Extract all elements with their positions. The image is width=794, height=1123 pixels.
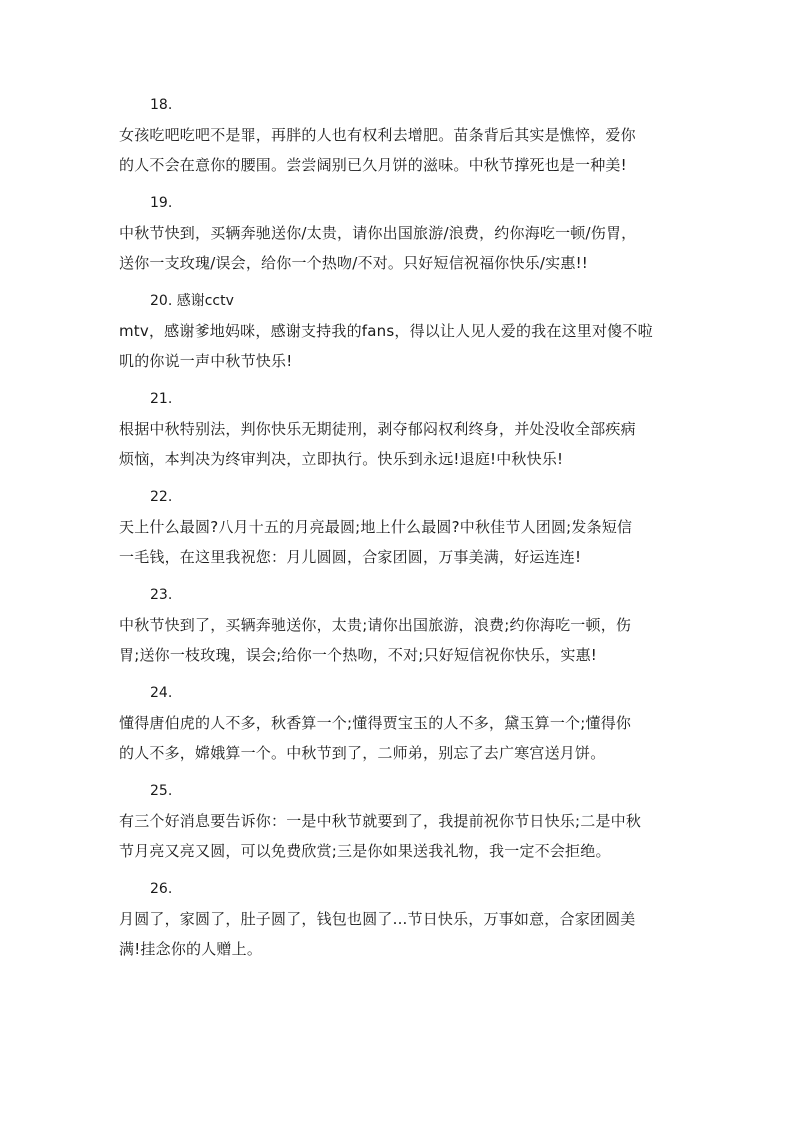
entry-number: 20. 感谢cctv — [150, 293, 234, 309]
text-line: 月圆了，家圆了，肚子圆了，钱包也圆了...节日快乐，万事如意，合家团圆美 — [119, 910, 636, 928]
text-line: 中秋节快到，买辆奔驰送你/太贵，请你出国旅游/浪费，约你海吃一顿/伤胃， — [119, 224, 637, 242]
entry-21 — [119, 389, 675, 474]
entry-18 — [119, 95, 675, 180]
entry-26 — [119, 879, 675, 964]
entry-text — [119, 218, 675, 278]
entry-number: 25. — [150, 783, 173, 799]
text-line: 一毛钱，在这里我祝您：月儿圆圆，合家团圆，万事美满，好运连连! — [119, 548, 582, 566]
entry-text — [119, 316, 675, 376]
entry-number: 18. — [150, 97, 173, 113]
entry-22 — [119, 487, 675, 572]
entry-text — [119, 806, 675, 866]
text-line: 叽的你说一声中秋节快乐! — [119, 352, 293, 370]
entry-number: 26. — [150, 881, 173, 897]
text-line: 的人不会在意你的腰围。尝尝阔别已久月饼的滋味。中秋节撑死也是一种美! — [119, 156, 627, 174]
entry-text — [119, 512, 675, 572]
text-line: 满!挂念你的人赠上。 — [119, 940, 263, 958]
text-line: 节月亮又亮又圆，可以免费欣赏;三是你如果送我礼物，我一定不会拒绝。 — [119, 842, 611, 860]
text-line: 有三个好消息要告诉你：一是中秋节就要到了，我提前祝你节日快乐;二是中秋 — [119, 812, 642, 830]
text-line: 天上什么最圆?八月十五的月亮最圆;地上什么最圆?中秋佳节人团圆;发条短信 — [119, 518, 633, 536]
text-line: mtv，感谢爹地妈咪，感谢支持我的fans，得以让人见人爱的我在这里对傻不啦 — [119, 322, 653, 340]
entry-text — [119, 708, 675, 768]
text-line: 懂得唐伯虎的人不多，秋香算一个;懂得贾宝玉的人不多，黛玉算一个;懂得你 — [119, 714, 632, 732]
entry-number: 21. — [150, 391, 173, 407]
text-line: 送你一支玫瑰/误会，给你一个热吻/不对。只好短信祝福你快乐/实惠!! — [119, 254, 588, 272]
entry-number: 23. — [150, 587, 173, 603]
entry-25 — [119, 781, 675, 866]
entry-23 — [119, 585, 675, 670]
entry-text — [119, 120, 675, 180]
entry-text — [119, 414, 675, 474]
entry-number: 19. — [150, 195, 173, 211]
document-body — [119, 95, 675, 977]
entry-19 — [119, 193, 675, 278]
entry-number: 22. — [150, 489, 173, 505]
text-line: 根据中秋特别法，判你快乐无期徒刑，剥夺郁闷权利终身，并处没收全部疾病 — [119, 420, 636, 438]
text-line: 中秋节快到了，买辆奔驰送你，太贵;请你出国旅游，浪费;约你海吃一顿，伤 — [119, 616, 632, 634]
text-line: 胃;送你一枝玫瑰，误会;给你一个热吻，不对;只好短信祝你快乐，实惠! — [119, 646, 597, 664]
entry-number: 24. — [150, 685, 173, 701]
text-line: 女孩吃吧吃吧不是罪，再胖的人也有权利去增肥。苗条背后其实是憔悴，爱你 — [119, 126, 636, 144]
entry-text — [119, 904, 675, 964]
entry-24 — [119, 683, 675, 768]
text-line: 烦恼，本判决为终审判决，立即执行。快乐到永远!退庭!中秋快乐! — [119, 450, 564, 468]
text-line: 的人不多，嫦娥算一个。中秋节到了，二师弟，别忘了去广寒宫送月饼。 — [119, 744, 606, 762]
entry-20 — [119, 291, 675, 376]
entry-text — [119, 610, 675, 670]
